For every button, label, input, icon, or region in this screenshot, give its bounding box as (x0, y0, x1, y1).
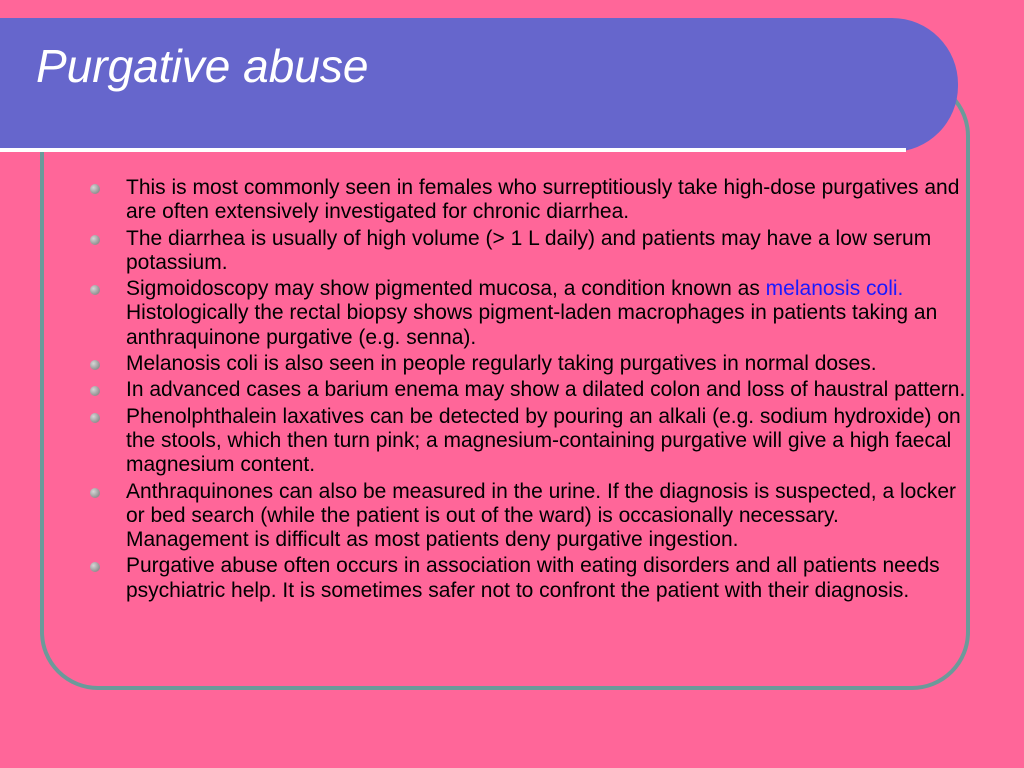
bullet-dot-icon (90, 285, 100, 295)
bullet-text: Anthraquinones can also be measured in the urine. If the diagnosis is suspected, a locker or bed search (while the patient is out of the ward) is occasionally necessary. Management is difficult as most patients deny purgative ingestion. (126, 479, 957, 552)
bullet-dot-icon (90, 413, 100, 423)
bullet-text: Purgative abuse often occurs in association with eating disorders and all patients needs psychiatric help. It is sometimes safer not to confront the patient with their diagnosis. (126, 554, 940, 602)
slide-title: Purgative abuse (36, 40, 369, 92)
bullet-item (86, 352, 966, 376)
bullet-text: The diarrhea is usually of high volume (> 1 L daily) and patients may have a low serum potassium. (126, 226, 932, 274)
bullet-item (86, 405, 966, 478)
bullet-dot-icon (90, 360, 100, 370)
bullet-dot-icon (90, 562, 100, 572)
highlighted-term: melanosis coli. (765, 277, 904, 301)
bullet-item (86, 378, 966, 402)
bullet-text: This is most commonly seen in females who surreptitiously take high-dose purgatives and are often extensively investigated for chronic diarrhea. (126, 176, 960, 224)
bullet-text: Phenolphthalein laxatives can be detected by pouring an alkali (e.g. sodium hydroxide) on the stools, which then turn pink; a magnesium-containing purgative will give a high faecal magnesium content. (126, 404, 961, 477)
bullet-item (86, 227, 966, 276)
bullet-item (86, 176, 966, 225)
bullet-text: In advanced cases a barium enema may show a dilated colon and loss of haustral pattern. (126, 378, 966, 402)
bullet-item (86, 480, 966, 553)
bullet-text-before: Sigmoidoscopy may show pigmented mucosa, a condition known as (126, 277, 766, 301)
bullet-dot-icon (90, 235, 100, 245)
bullet-text-after: Histologically the rectal biopsy shows pigment-laden macrophages in patients taking an anthraquinone purgative (e.g. senna). (126, 301, 938, 349)
title-underline (0, 148, 906, 152)
bullet-dot-icon (90, 386, 100, 396)
bullet-dot-icon (90, 488, 100, 498)
bullet-list (86, 176, 966, 605)
bullet-item (86, 277, 966, 350)
bullet-dot-icon (90, 184, 100, 194)
bullet-item (86, 554, 966, 603)
bullet-text: Melanosis coli is also seen in people regularly taking purgatives in normal doses. (126, 352, 877, 376)
title-banner (0, 18, 958, 152)
